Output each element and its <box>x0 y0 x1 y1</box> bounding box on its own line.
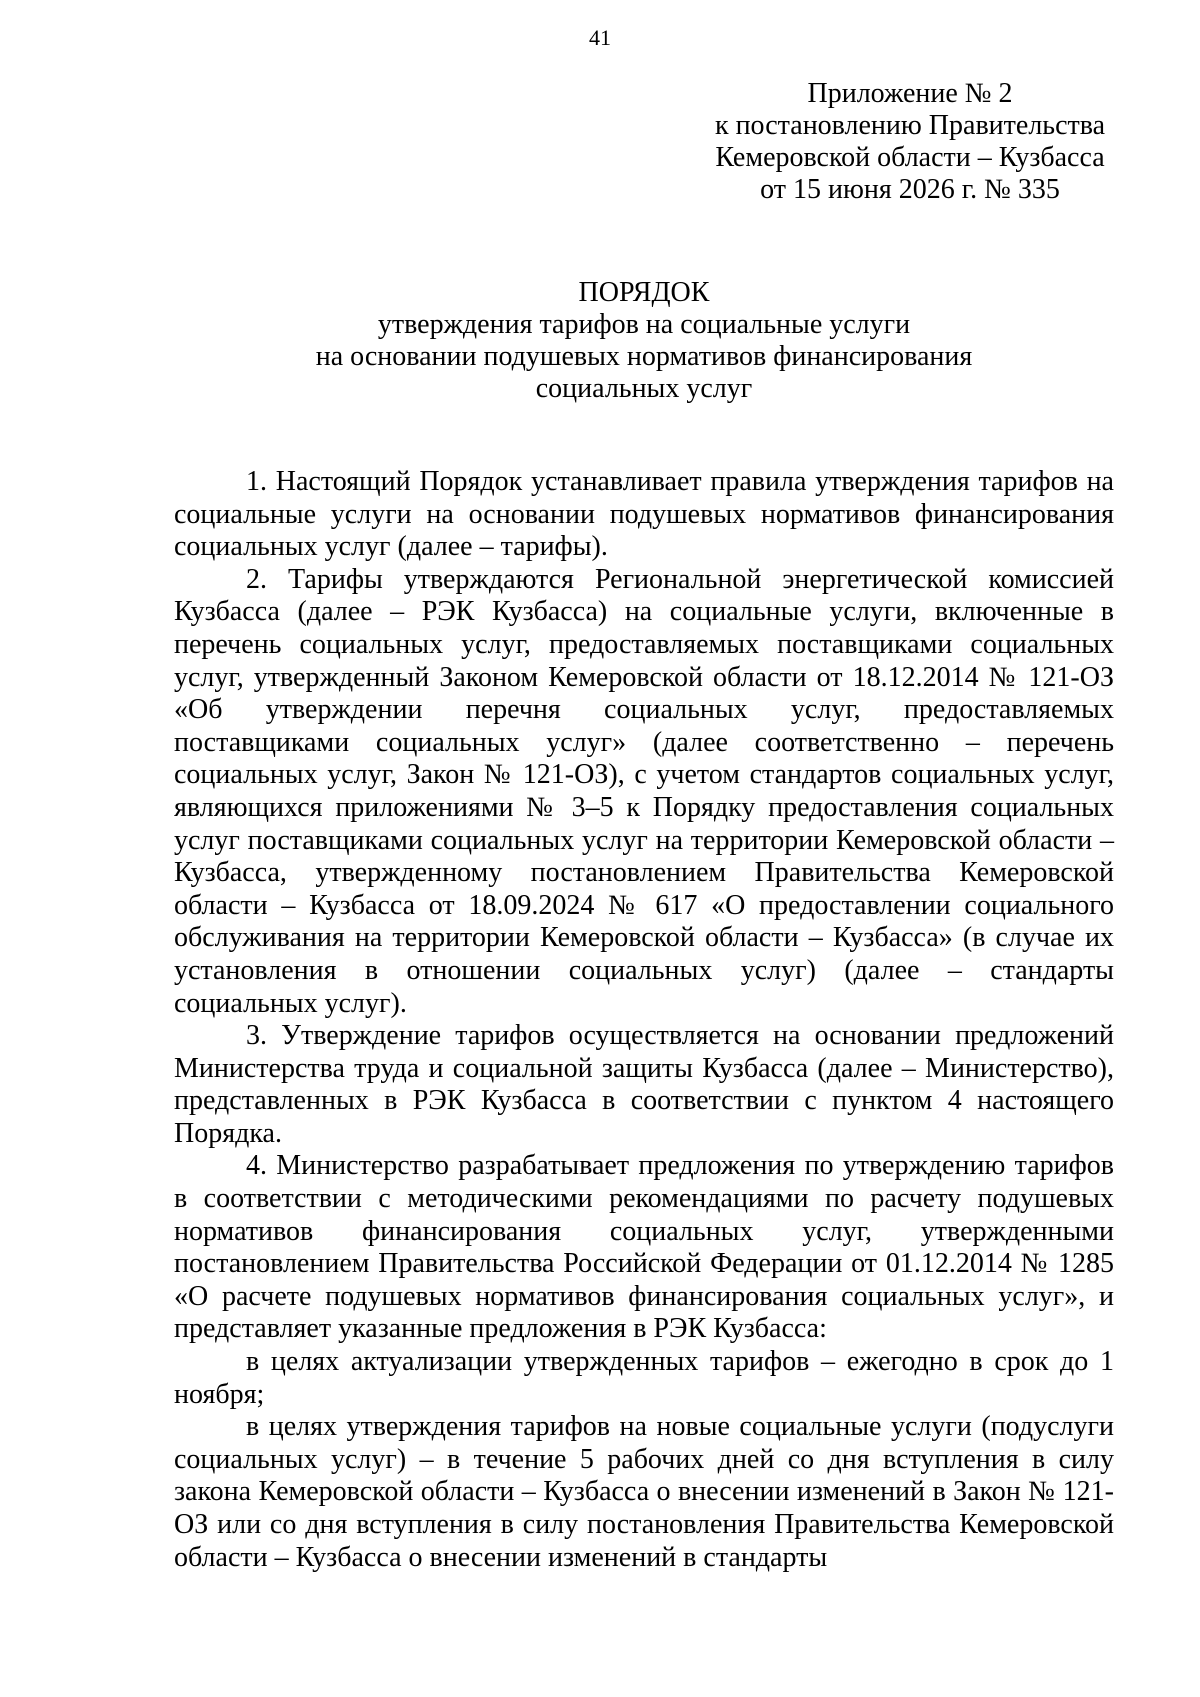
page-number: 41 <box>589 25 611 50</box>
paragraph-4-item-2: в целях утверждения тарифов на новые социальные услуги (подуслуги социальных услуг) – в течение 5 рабочих дней со дня вступления в силу закона Кемеровской области – Кузбасса о внесении изменений в Закон № 121-ОЗ или со дня вступления в силу постановления Правительства Кемеровской области – Кузбасса о внесении изменений в стандарты <box>174 1411 1114 1573</box>
appendix-line-4: от 15 июня 2026 г. № 335 <box>760 174 1060 205</box>
title-line-3: социальных услуг <box>535 373 753 404</box>
appendix-header <box>690 78 1130 206</box>
paragraph-4-item-1: в целях актуализации утвержденных тарифов – ежегодно в срок до 1 ноября; <box>174 1346 1114 1410</box>
document-title <box>174 277 1114 405</box>
appendix-line-2: к постановлению Правительства <box>714 110 1106 141</box>
appendix-line-1: Приложение № 2 <box>807 78 1013 109</box>
paragraph-4: 4. Министерство разрабатывает предложения по утверждению тарифов в соответствии с методическими рекомендациями по расчету подушевых нормативов финансирования социальных услуг, утвержденными постановлением Правительства Российской Федерации от 01.12.2014 № 1285 «О расчете подушевых нормативов финансирования социальных услуг», и представляет указанные предложения в РЭК Кузбасса: <box>174 1150 1114 1345</box>
paragraph-2: 2. Тарифы утверждаются Региональной энергетической комиссией Кузбасса (далее – РЭК Кузбасса) на социальные услуги, включенные в перечень социальных услуг, предоставляемых поставщиками социальных услуг, утвержденный Законом Кемеровской области от 18.12.2014 № 121-ОЗ «Об утверждении перечня социальных услуг, предоставляемых поставщиками социальных услуг» (далее соответственно – перечень социальных услуг, Закон № 121-ОЗ), с учетом стандартов социальных услуг, являющихся приложениями № 3–5 к Порядку предоставления социальных услуг поставщиками социальных услуг на территории Кемеровской области – Кузбасса, утвержденному постановлением Правительства Кемеровской области – Кузбасса от 18.09.2024 № 617 «О предоставлении социального обслуживания на территории Кемеровской области – Кузбасса» (в случае их установления в отношении социальных услуг) (далее – стандарты социальных услуг). <box>174 563 1114 1019</box>
title-line-1: утверждения тарифов на социальные услуги <box>377 309 911 340</box>
title-line-2: на основании подушевых нормативов финансирования <box>315 341 973 372</box>
title-heading: ПОРЯДОК <box>578 277 710 308</box>
paragraph-1: 1. Настоящий Порядок устанавливает правила утверждения тарифов на социальные услуги на основании подушевых нормативов финансирования социальных услуг (далее – тарифы). <box>174 466 1114 563</box>
paragraph-3: 3. Утверждение тарифов осуществляется на основании предложений Министерства труда и социальной защиты Кузбасса (далее – Министерство), представленных в РЭК Кузбасса в соответствии с пунктом 4 настоящего Порядка. <box>174 1020 1114 1149</box>
appendix-line-3: Кемеровской области – Кузбасса <box>715 142 1105 173</box>
document-body <box>174 466 1114 1574</box>
